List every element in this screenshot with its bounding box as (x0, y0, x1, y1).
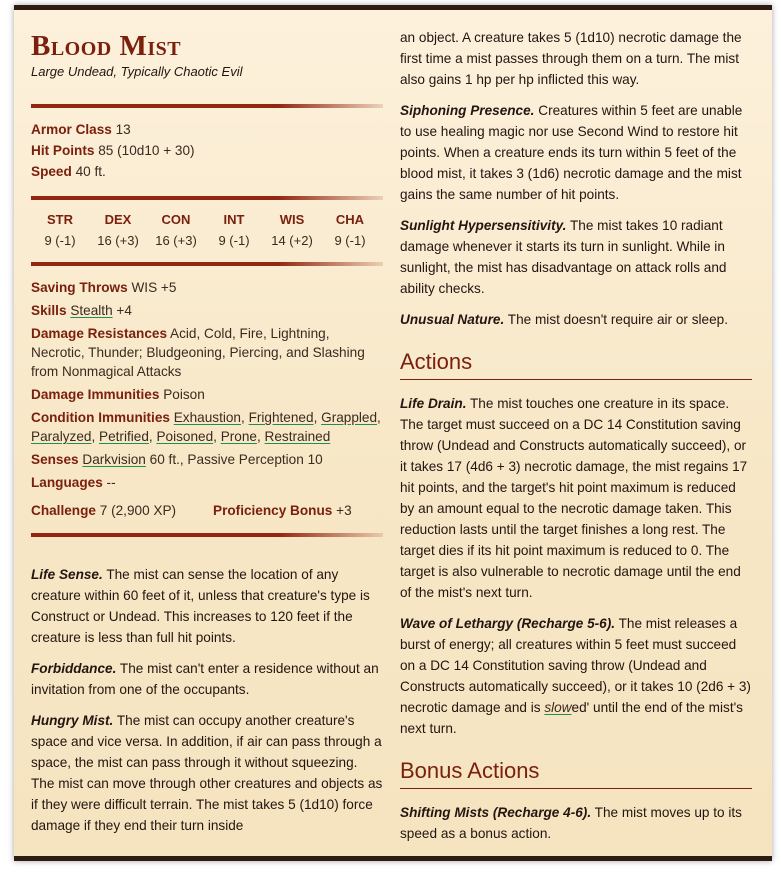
ability-int-score: 9 (-1) (218, 233, 250, 248)
armor-class-value: 13 (115, 122, 131, 137)
trait-text: The mist can occupy another creature's space and vice versa. In addition, if air can pass through a space, the mist can pass through it without squeezing. The mist can move through other creatures and objects as if they were difficult terrain. The mist takes 5 (1d10) force damage if they end their turn inside (31, 713, 383, 833)
action-life-drain (400, 393, 752, 603)
action-name: Wave of Lethargy (Recharge 5-6). (400, 616, 616, 631)
separator: , (241, 410, 249, 425)
divider (31, 262, 383, 266)
separator: , (377, 410, 381, 425)
bonus-action-text: The mist moves up to its speed as a bonus action. (400, 805, 742, 841)
ability-con-score: 16 (+3) (155, 233, 197, 248)
senses-line (31, 450, 383, 469)
proficiency-bonus-value: +3 (336, 503, 352, 518)
condition-link[interactable]: Petrified (99, 429, 149, 444)
speed-line (31, 161, 383, 182)
senses-value: 60 ft., Passive Perception 10 (149, 452, 323, 467)
ability-str-score: 9 (-1) (44, 233, 76, 248)
languages-line (31, 473, 383, 492)
trait-text: The mist can't enter a residence without an invitation from one of the occupants. (31, 661, 379, 697)
ability-scores (31, 230, 383, 251)
ability-wis-label: WIS (279, 212, 305, 227)
condition-link[interactable]: Restrained (264, 429, 331, 444)
trait-text: The mist doesn't require air or sleep. (507, 312, 728, 327)
skills-line (31, 301, 383, 320)
separator: , (148, 429, 157, 444)
left-column (31, 10, 383, 836)
separator: , (256, 429, 265, 444)
trait-name: Unusual Nature. (400, 312, 505, 327)
action-text: ed' until the end of the mist's next turn. (400, 700, 743, 736)
bonus-action-name: Shifting Mists (Recharge 4-6). (400, 805, 592, 820)
condition-immunities-label: Condition Immunities (31, 410, 170, 425)
monster-meta: Large Undead, Typically Chaotic Evil (31, 64, 243, 79)
separator: , (213, 429, 221, 444)
saving-throws-value: WIS +5 (131, 280, 177, 295)
challenge (31, 501, 213, 520)
divider (31, 196, 383, 200)
trait-name: Sunlight Hypersensitivity. (400, 218, 567, 233)
trait-unusual-nature (400, 309, 752, 330)
armor-class-line (31, 119, 383, 140)
trait-text: The mist takes 10 radiant damage whenever it starts its turn in sunlight. While in sunlight, the mist has disadvantage on attack rolls and ability checks. (400, 218, 727, 296)
trait-name: Siphoning Presence. (400, 103, 535, 118)
armor-class-label: Armor Class (31, 122, 112, 137)
senses-label: Senses (31, 452, 79, 467)
separator: , (91, 429, 100, 444)
trait-life-sense (31, 564, 383, 648)
trait-forbiddance (31, 658, 383, 700)
bonus-actions-heading: Bonus Actions (400, 758, 752, 789)
damage-resistances-value: Acid, Cold, Fire, Lightning, Necrotic, Thunder; Bludgeoning, Piercing, and Slashing from Nonmagical Attacks (31, 326, 365, 379)
condition-link[interactable]: Exhaustion (173, 410, 241, 425)
ability-cha-label: CHA (335, 212, 365, 227)
condition-link[interactable]: Paralyzed (31, 429, 92, 444)
damage-immunities-value: Poison (163, 387, 205, 402)
damage-resistances-line (31, 324, 383, 381)
skill-stealth-link[interactable]: Stealth (70, 303, 113, 318)
damage-immunities-line (31, 385, 383, 404)
stat-block (14, 5, 772, 861)
monster-name: Blood Mist (31, 30, 182, 62)
trait-name: Hungry Mist. (31, 713, 114, 728)
condition-link[interactable]: Frightened (248, 410, 314, 425)
ability-str-label: STR (47, 212, 73, 227)
action-wave-of-lethargy (400, 613, 752, 739)
languages-label: Languages (31, 475, 103, 490)
damage-resistances-label: Damage Resistances (31, 326, 168, 341)
darkvision-link[interactable]: Darkvision (82, 452, 146, 467)
trait-name: Forbiddance. (31, 661, 117, 676)
challenge-line (31, 501, 383, 520)
trait-sunlight-hypersensitivity (400, 215, 752, 299)
challenge-value: 7 (2,900 XP) (99, 503, 177, 518)
properties (31, 278, 383, 520)
separator: , (313, 410, 322, 425)
slow-link[interactable]: slow (544, 700, 572, 715)
ability-cha-score: 9 (-1) (334, 233, 366, 248)
challenge-label: Challenge (31, 503, 96, 518)
hit-points-line (31, 140, 383, 161)
hit-points-label: Hit Points (31, 143, 95, 158)
trait-name: Life Sense. (31, 567, 103, 582)
speed-label: Speed (31, 164, 72, 179)
traits (31, 564, 383, 836)
saving-throws-label: Saving Throws (31, 280, 128, 295)
ability-con-label: CON (161, 212, 191, 227)
skills-label: Skills (31, 303, 67, 318)
skills-value: +4 (116, 303, 132, 318)
action-name: Life Drain. (400, 396, 467, 411)
damage-immunities-label: Damage Immunities (31, 387, 160, 402)
trait-text: Creatures within 5 feet are unable to use healing magic nor use Second Wind to restore hit points. When a creature ends its turn within 5 feet of the blood mist, it takes 3 (1d6) necrotic damage and the mist gains the same number of hit points. (400, 103, 743, 202)
languages-value: -- (106, 475, 116, 490)
trait-text: The mist can sense the location of any creature within 60 feet of it, unless that creature's type is Construct or Undead. This increases to 120 feet if the creature is less than full hit points. (31, 567, 370, 645)
condition-immunities-line (31, 408, 383, 446)
ability-int-label: INT (223, 212, 245, 227)
bonus-shifting-mists (400, 802, 752, 844)
right-column (400, 27, 752, 844)
trait-siphoning-presence (400, 100, 752, 205)
ability-dex-score: 16 (+3) (97, 233, 139, 248)
action-text: The mist touches one creature in its space. The target must succeed on a DC 14 Constitution saving throw (Undead and Constructs automatically succeed), or it takes 17 (4d6 + 3) necrotic damage, the mist regains 17 hit points, and the target's hit point maximum is reduced by an amount equal to the necrotic damage taken. This reduction lasts until the target finishes a long rest. The target dies if its hit point maximum is reduced to 0. The target is also vulnerable to necrotic damage until the end of the mist's next turn. (400, 396, 748, 600)
saving-throws-line (31, 278, 383, 297)
ability-dex-label: DEX (104, 212, 132, 227)
action-text: The mist releases a burst of energy; all creatures within 5 feet must succeed on a DC 14 Constitution saving throw (Undead and Constructs automatically succeed), or it takes 10 (2d6 + 3) necrotic damage and is (400, 616, 751, 715)
divider (31, 533, 383, 537)
ability-headers (31, 209, 383, 230)
trait-hungry-mist (31, 710, 383, 836)
divider (31, 104, 383, 108)
hit-points-value: 85 (10d10 + 30) (98, 143, 195, 158)
trait-continuation: an object. A creature takes 5 (1d10) necrotic damage the first time a mist passes through them on a turn. The mist also gains 1 hp per hp inflicted this way. (400, 30, 742, 87)
condition-link[interactable]: Grappled (321, 410, 378, 425)
proficiency-bonus-label: Proficiency Bonus (213, 503, 333, 518)
condition-link[interactable]: Poisoned (156, 429, 214, 444)
ability-wis-score: 14 (+2) (271, 233, 313, 248)
actions-heading: Actions (400, 349, 752, 380)
condition-link[interactable]: Prone (220, 429, 257, 444)
speed-value: 40 ft. (75, 164, 106, 179)
proficiency-bonus (213, 501, 352, 520)
